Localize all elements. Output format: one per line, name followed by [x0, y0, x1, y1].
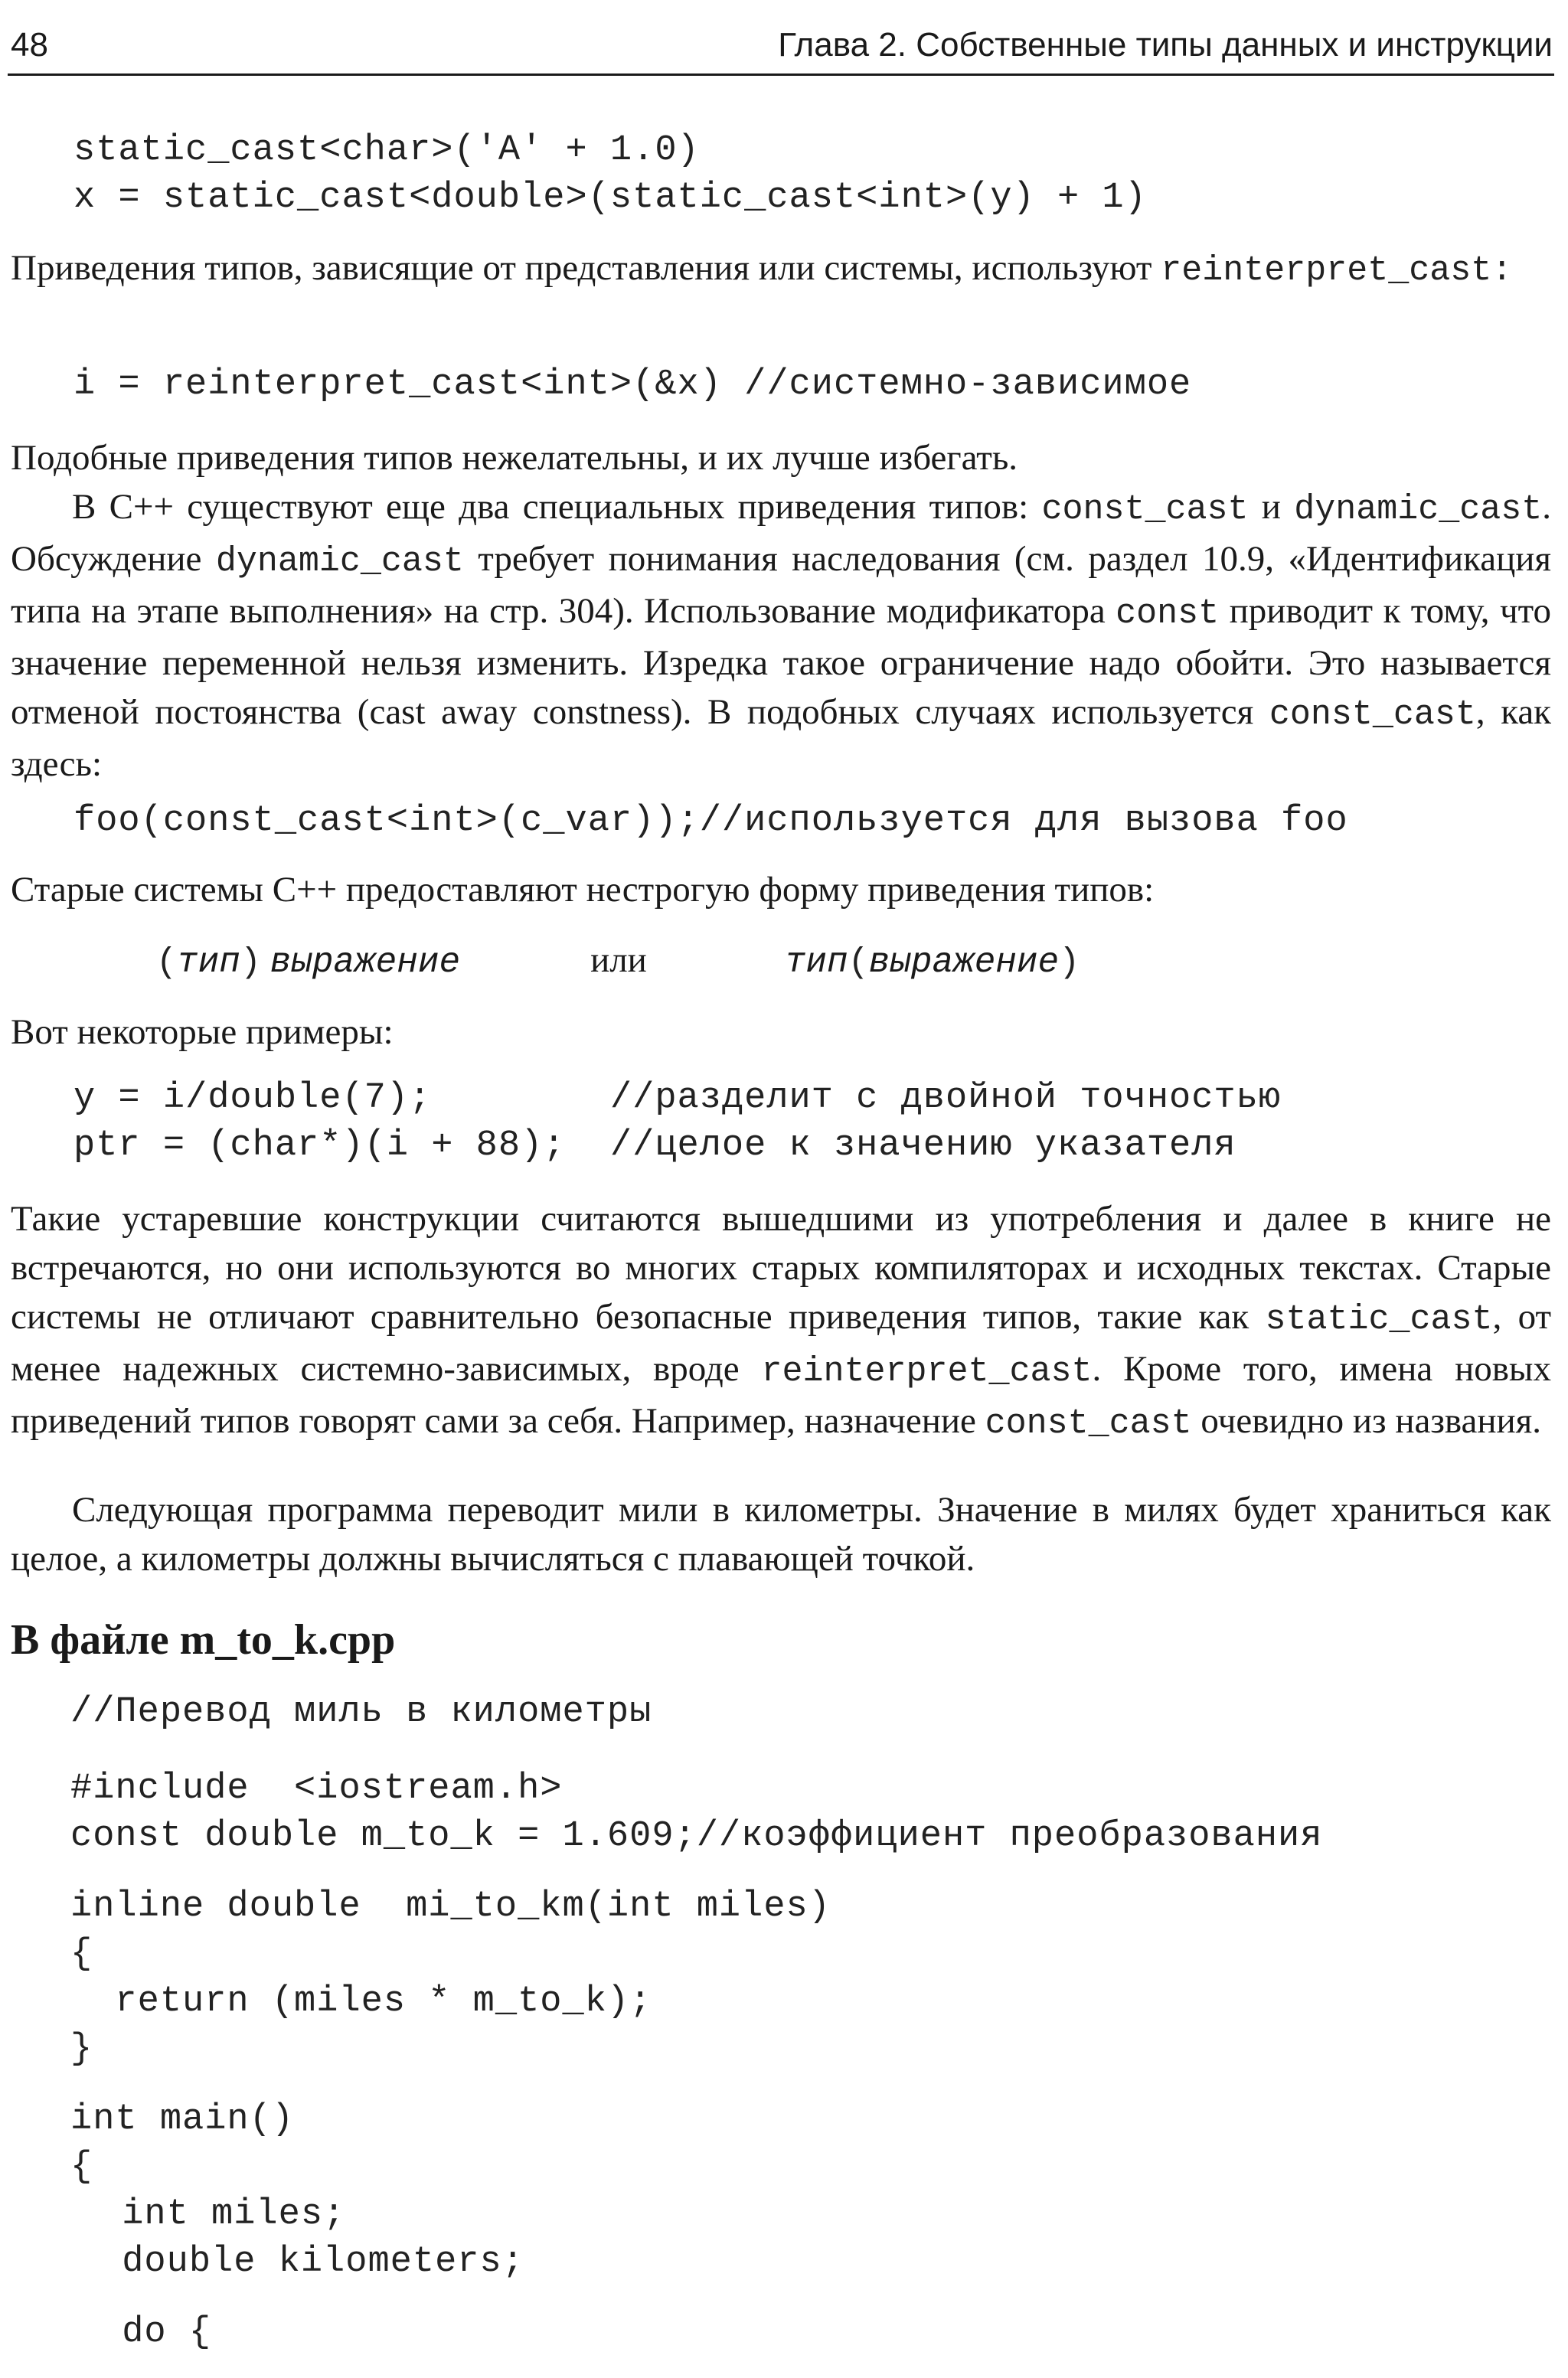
code-line: return (miles * m_to_k); — [70, 1981, 652, 2022]
page-number: 48 — [11, 26, 48, 64]
code-line: static_cast<char>('A' + 1.0) — [74, 130, 700, 171]
code-line: #include <iostream.h> — [70, 1769, 563, 1809]
code-line: { — [70, 1934, 93, 1975]
code-line: double kilometers; — [100, 2242, 524, 2282]
code-line: const double m_to_k = 1.609;//коэффициент преобразования — [70, 1816, 1323, 1857]
paragraph: В С++ существуют еще два специальных приведения типов: const_cast и dynamic_cast. Обсуждение dynamic_cast требует понимания наследования (см. раздел 10.9, «Идентификация типа на этапе выполнения» на стр. 304). Использование модификатора const приводит к тому, что значение переменной нельзя изменить. Изредка такое ограничение надо обойти. Это называется отменой постоянства (cast away constness). В подобных случаях используется const_cast, как здесь: — [11, 487, 1552, 784]
section-heading: В файле m_to_k.cpp — [11, 1616, 396, 1664]
code-line: //Перевод миль в километры — [70, 1692, 652, 1733]
code-line: ptr = (char*)(i + 88); //целое к значению указателя — [74, 1125, 1236, 1166]
running-header: Глава 2. Собственные типы данных и инструкции — [778, 26, 1553, 64]
code-line: do { — [100, 2312, 212, 2353]
paragraph: Вот некоторые примеры: — [11, 1012, 394, 1052]
cast-forms: (тип) выражение или тип(выражение) — [156, 940, 1080, 982]
paragraph: Следующая программа переводит мили в километры. Значение в милях будет храниться как целое, а километры должны вычисляться с плавающей точкой. — [11, 1490, 1551, 1579]
code-line: foo(const_cast<int>(c_var));//используется для вызова foo — [74, 801, 1348, 841]
header-rule — [8, 73, 1554, 76]
code-line: int miles; — [100, 2194, 346, 2235]
code-line: int main() — [70, 2099, 295, 2140]
code-line: i = reinterpret_cast<int>(&x) //системно-зависимое — [74, 364, 1192, 405]
code-line: x = static_cast<double>(static_cast<int>(y) + 1) — [74, 178, 1147, 218]
code-line: inline double mi_to_km(int miles) — [70, 1886, 831, 1927]
code-line: } — [70, 2029, 93, 2069]
paragraph: Такие устаревшие конструкции считаются вышедшими из употребления и далее в книге не встречаются, но они используются во многих старых компиляторах и исходных текстах. Старые системы не отличают сравнительно безопасные приведения типов, такие как static_cast, от менее надежных системно-зависимых, вроде reinterpret_cast. Кроме того, имена новых приведений типов говорят сами за себя. Например, назначение const_cast очевидно из названия. — [11, 1199, 1552, 1443]
paragraph: Старые системы С++ предоставляют нестрогую форму приведения типов: — [11, 870, 1155, 910]
code-line: y = i/double(7); //разделит с двойной точностью — [74, 1078, 1282, 1119]
code-line: { — [70, 2147, 93, 2187]
paragraph: Приведения типов, зависящие от представления или системы, используют reinterpret_cast: — [11, 248, 1513, 290]
paragraph: Подобные приведения типов нежелательны, и их лучше избегать. — [11, 438, 1018, 478]
